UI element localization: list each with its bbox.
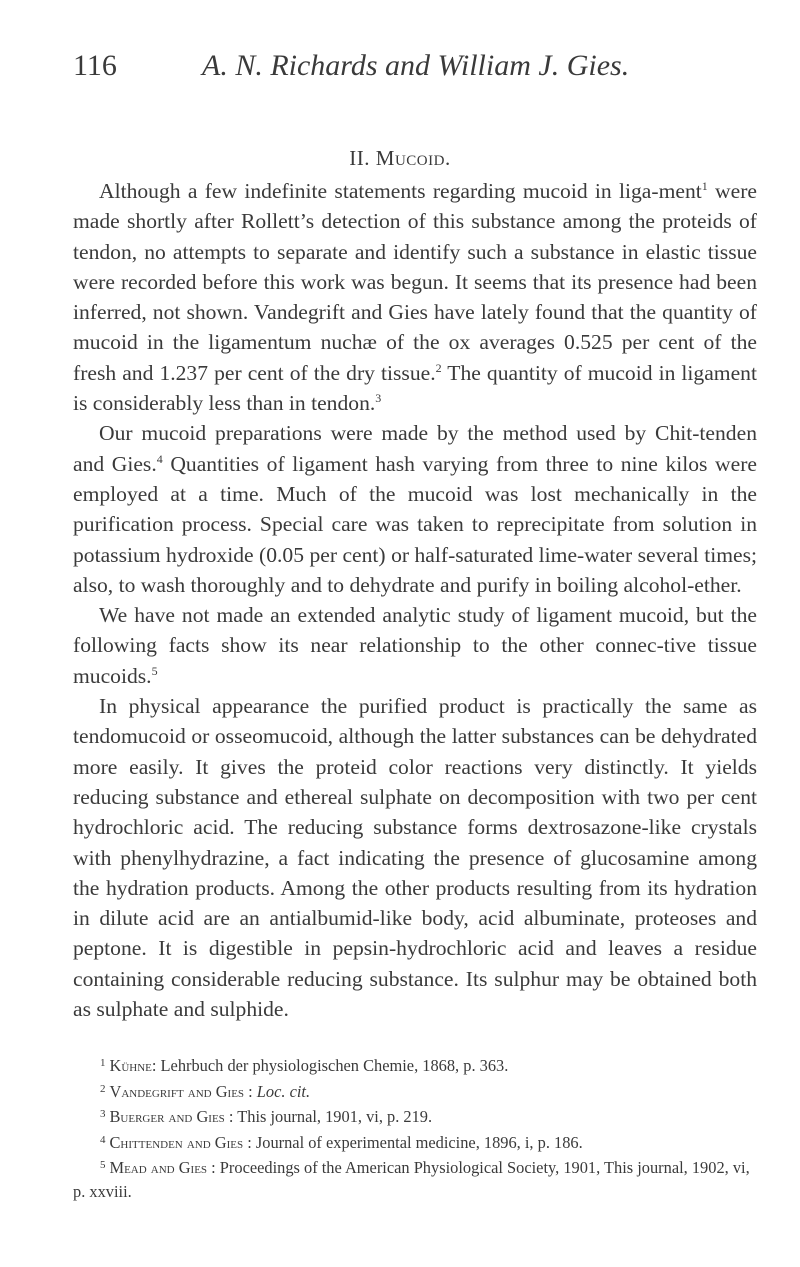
footnote-ref-3: 3 xyxy=(375,391,382,406)
footnote-5: $^5$ Mead and Gies : Proceedings of the American Physiological Society, 1901, This journal, 1902, vi, p. xxviii. xyxy=(73,1158,750,1201)
paragraph-4: In physical appearance the purified product is practically the same as tendomucoid or osseomucoid, although the latter substances can be dehydrated more easily. It gives the proteid color reactions very distinctly. It yields reducing substance and ethereal sulphate on decomposition with two per cent hydrochloric acid. The reducing substance forms dextrosazone-like crystals with phenylhydrazine, a fact indicating the presence of glucosamine among the hydration products. Among the other products resulting from its hydration in dilute acid are an antialbumid-like body, acid albuminate, proteoses and peptone. It is digestible in pepsin-hydrochloric acid and leaves a residue containing considerable reducing substance. Its sulphur may be obtained both as sulphate and sulphide. xyxy=(73,694,757,1022)
paragraph-2: Our mucoid preparations were made by the method used by Chit-tenden and Gies.$^4$ Quantities of ligament hash varying from three to nine kilos were employed at a time. Much of the mucoid was lost mechanically in the purification process. Special care was taken to reprecipitate from solution in potassium hydroxide (0.05 per cent) or half-saturated lime-water several times; also, to wash thoroughly and to dehydrate and purify in boiling alcohol-ether. xyxy=(73,421,757,597)
section-title: Mucoid. xyxy=(375,146,451,170)
footnote-ref-1: 1 xyxy=(701,179,708,193)
footnote-ref-4: 4 xyxy=(156,451,163,466)
footnotes xyxy=(73,1052,757,1204)
footnote-2: $^2$ Vandegrift and Gies : Loc. cit. xyxy=(100,1081,311,1101)
footnote-4: $^4$ Chittenden and Gies : Journal of experimental medicine, 1896, i, p. 186. xyxy=(100,1132,583,1152)
page-number: 116 xyxy=(73,49,117,82)
section-number: II. xyxy=(349,146,371,170)
footnote-ref-2: 2 xyxy=(435,360,442,375)
footnote-ref-5: 5 xyxy=(151,663,158,678)
paragraph-1: Although a few indefinite statements regarding mucoid in liga-ment$^1$ were made shortly after Rollett’s detection of this substance among the proteids of tendon, no attempts to separate and identify such a substance in elastic tissue were recorded before this work was begun. It seems that its presence had been inferred, not shown. Vandegrift and Gies have lately found that the quantity of mucoid in the ligamentum nuchæ of the ox averages 0.525 per cent of the fresh and 1.237 per cent of the dry tissue.$^2$ The quantity of mucoid in ligament is considerably less than in tendon.$^3$ xyxy=(73,179,758,416)
footnote-3: $^3$ Buerger and Gies : This journal, 1901, vi, p. 219. xyxy=(100,1107,433,1127)
page-header xyxy=(73,48,748,88)
section-heading xyxy=(0,144,800,172)
paragraph-3: We have not made an extended analytic study of ligament mucoid, but the following facts show its near relationship to the other connec-tive tissue mucoids.$^5$ xyxy=(73,603,757,688)
running-title: A. N. Richards and William J. Gies. xyxy=(202,49,630,82)
body-text xyxy=(73,176,757,1024)
footnote-1: $^1$ Kühne: Lehrbuch der physiologischen Chemie, 1868, p. 363. xyxy=(100,1056,509,1075)
